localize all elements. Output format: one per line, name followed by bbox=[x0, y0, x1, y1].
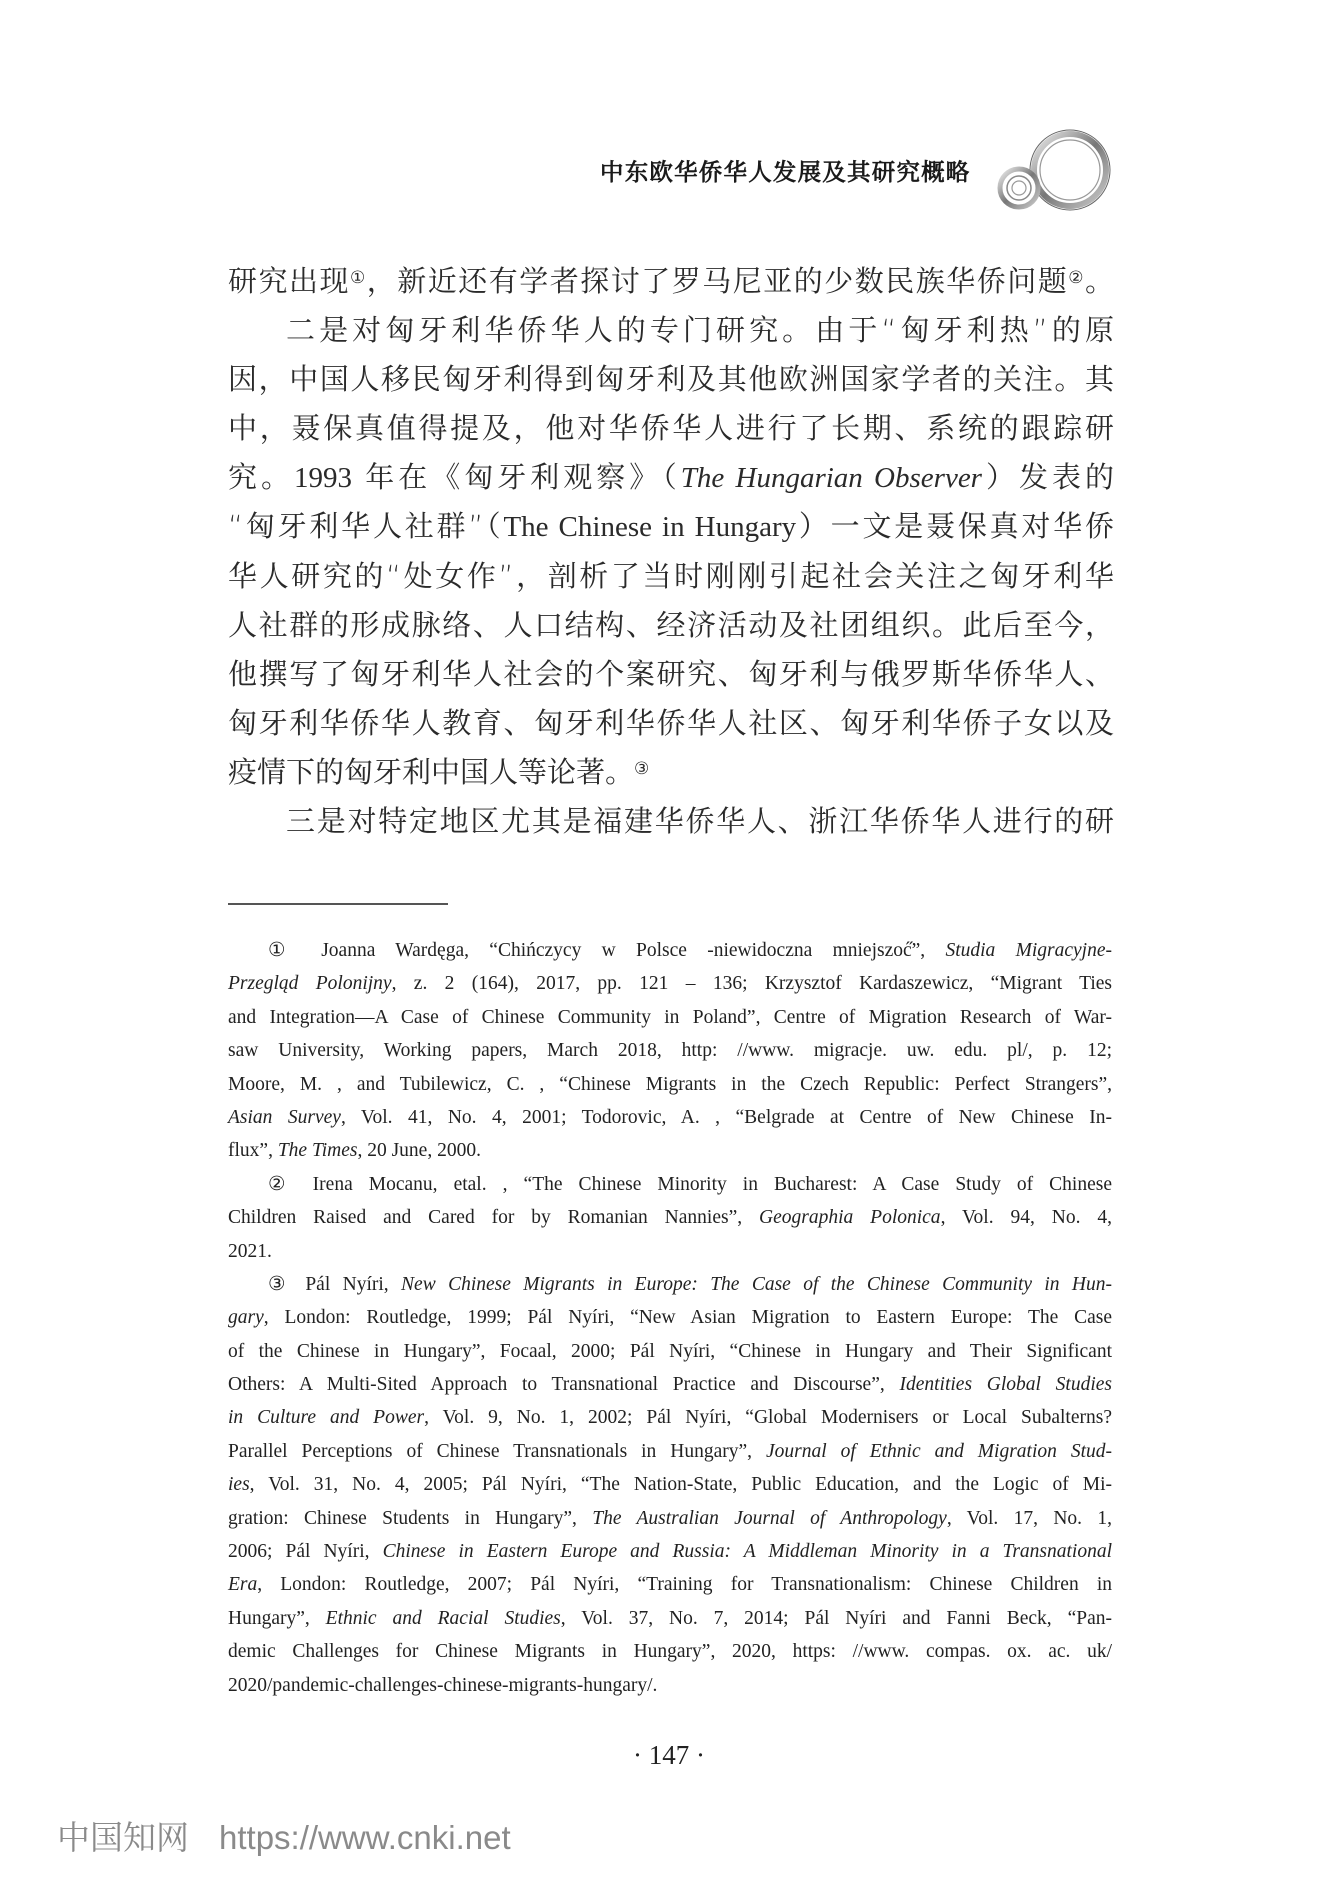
footnote-line bbox=[228, 934, 1112, 967]
footnote-line bbox=[228, 1502, 1112, 1535]
footnote-line bbox=[228, 1068, 1112, 1101]
footnote-line bbox=[228, 1335, 1112, 1368]
text-segment: and Integration—A Case of Chinese Community in Poland”, Centre of Migration Research of War- bbox=[228, 1006, 1112, 1028]
body-line bbox=[228, 748, 1114, 797]
body-text bbox=[228, 257, 1114, 846]
text-segment: Parallel Perceptions of Chinese Transnationals in Hungary”, bbox=[228, 1440, 766, 1462]
italic-title: Geographia Polonica bbox=[759, 1207, 941, 1229]
footnote-line bbox=[228, 1535, 1112, 1568]
watermark-url: https://www.cnki.net bbox=[219, 1819, 511, 1856]
text-segment: , Vol. 41, No. 4, 2001; Todorovic, A. , “Belgrade at Centre of New Chinese In- bbox=[340, 1106, 1112, 1128]
text-segment: ，新近还有学者探讨了罗马尼亚的少数民族华侨问题 bbox=[366, 264, 1069, 298]
text-segment: Hungary”, bbox=[228, 1607, 326, 1629]
footnotes bbox=[228, 934, 1112, 1702]
text-segment: 2020/pandemic-challenges-chinese-migrants-hungary/. bbox=[228, 1674, 658, 1696]
italic-title: The Times bbox=[277, 1140, 358, 1162]
footnote-ref-1[interactable]: ① bbox=[350, 268, 367, 288]
year: 1993 bbox=[294, 462, 353, 495]
italic-title: in Culture and Power bbox=[228, 1407, 425, 1429]
text-segment: 2006; Pál Nyíri, bbox=[228, 1541, 383, 1563]
footnote-line bbox=[228, 1401, 1112, 1434]
text-segment: , z. 2 (164), 2017, pp. 121 – 136; Krzysztof Kardaszewicz, “Migrant Ties bbox=[391, 973, 1112, 995]
text-segment: of the Chinese in Hungary”, Focaal, 2000; Pál Nyíri, “Chinese in Hungary and Their Significant bbox=[228, 1340, 1112, 1362]
body-line: 因，中国人移民匈牙利得到匈牙利及其他欧洲国家学者的关注。其 bbox=[228, 362, 1114, 397]
text-segment: Children Raised and Cared for by Romanian Nannies”, bbox=[228, 1207, 760, 1229]
footnote-separator bbox=[228, 903, 448, 905]
body-line: 他撰写了匈牙利华人社会的个案研究、匈牙利与俄罗斯华侨华人、 bbox=[228, 656, 1114, 691]
italic-title: Studia Migracyjne- bbox=[945, 940, 1112, 961]
body-line: 匈牙利华侨华人教育、匈牙利华侨华人社区、匈牙利华侨子女以及 bbox=[228, 705, 1114, 740]
italic-title: Era bbox=[228, 1574, 258, 1596]
footnote-line bbox=[228, 1568, 1112, 1601]
italic-title: Journal of Ethnic and Migration Stud- bbox=[765, 1440, 1112, 1462]
footnote-line bbox=[228, 1134, 1112, 1167]
text-segment: , Vol. 9, No. 1, 2002; Pál Nyíri, “Global Modernisers or Local Subalterns? bbox=[424, 1407, 1112, 1429]
text-segment: ）一文是聂保真对华侨 bbox=[796, 509, 1114, 544]
text-segment: Moore, M. , and Tubilewicz, C. , “Chinese Migrants in the Czech Republic: Perfect Strangers”, bbox=[228, 1073, 1112, 1095]
text-segment: , London: Routledge, 2007; Pál Nyíri, “Training for Transnationalism: Chinese Children in bbox=[257, 1574, 1112, 1596]
text-segment: 究。 bbox=[228, 460, 295, 495]
body-line bbox=[228, 453, 1114, 502]
text-segment: , Vol. 94, No. 4, bbox=[940, 1207, 1112, 1229]
watermark-site-name: 中国知网 bbox=[57, 1818, 189, 1857]
footnote-ref-2[interactable]: ② bbox=[1068, 268, 1085, 288]
body-line bbox=[228, 502, 1114, 551]
italic-title: Ethnic and Racial Studies bbox=[325, 1607, 561, 1629]
italic-title: ies bbox=[228, 1474, 250, 1496]
text-segment: saw University, Working papers, March 2018, http: //www. migracje. uw. edu. pl/, p. 12; bbox=[228, 1040, 1112, 1062]
footnote-line bbox=[228, 1368, 1112, 1401]
italic-title: gary bbox=[228, 1307, 264, 1329]
italic-title: Asian Survey bbox=[228, 1106, 341, 1128]
footnote-line bbox=[228, 967, 1112, 1000]
italic-title: Przegląd Polonijny bbox=[228, 973, 392, 995]
footnote-line bbox=[228, 1669, 1112, 1702]
text-segment: , Vol. 17, No. 1, bbox=[946, 1507, 1113, 1529]
footnote-line bbox=[228, 1168, 1112, 1201]
footnote-line bbox=[228, 1602, 1112, 1635]
footnote-line bbox=[228, 1101, 1112, 1134]
body-line: 华人研究的“处女作”，剖析了当时刚刚引起社会关注之匈牙利华 bbox=[228, 558, 1114, 593]
body-line: 人社群的形成脉络、人口结构、经济活动及社团组织。此后至今， bbox=[228, 607, 1114, 642]
cnki-watermark bbox=[57, 1815, 511, 1861]
decorative-rings-icon bbox=[995, 125, 1120, 225]
text-segment: 研究出现 bbox=[228, 264, 350, 298]
body-line bbox=[228, 257, 1114, 306]
text-segment: ③ Pál Nyíri, bbox=[268, 1273, 402, 1295]
footnote-ref-3[interactable]: ③ bbox=[634, 758, 650, 779]
text-segment: 年在《匈牙利观察》（ bbox=[352, 460, 681, 495]
text-segment: “匈牙利华人社群”（ bbox=[228, 509, 504, 544]
italic-title: Identities Global Studies bbox=[899, 1374, 1112, 1396]
footnote-line bbox=[228, 1034, 1112, 1067]
italic-title: The Australian Journal of Anthropology bbox=[592, 1507, 947, 1529]
italic-title: Chinese in Eastern Europe and Russia: A Middleman Minority in a Transnational bbox=[382, 1541, 1113, 1563]
text-segment: , London: Routledge, 1999; Pál Nyíri, “New Asian Migration to Eastern Europe: The Case bbox=[263, 1307, 1112, 1329]
text-segment: ）发表的 bbox=[981, 460, 1114, 495]
text-segment: 疫情下的匈牙利中国人等论著。 bbox=[228, 754, 635, 789]
body-line: 三是对特定地区尤其是福建华侨华人、浙江华侨华人进行的研 bbox=[286, 804, 1114, 839]
text-segment: 。 bbox=[1084, 264, 1114, 298]
text-segment: flux”, bbox=[228, 1140, 278, 1162]
footnote-line bbox=[228, 1235, 1112, 1268]
footnote-line bbox=[228, 1435, 1112, 1468]
text-segment: , 20 June, 2000. bbox=[357, 1140, 481, 1162]
running-header-title: 中东欧华侨华人发展及其研究概略 bbox=[600, 158, 971, 186]
italic-title: New Chinese Migrants in Europe: The Case of the Chinese Community in Hun- bbox=[401, 1273, 1112, 1295]
text-segment: demic Challenges for Chinese Migrants in Hungary”, 2020, https: //www. compas. ox. ac. uk/ bbox=[228, 1641, 1112, 1663]
footnote-line bbox=[228, 1001, 1112, 1034]
text-segment: Others: A Multi-Sited Approach to Transnational Practice and Discourse”, bbox=[228, 1374, 900, 1396]
text-segment: ① Joanna Wardęga, “Chińczycy w Polsce -niewidoczna mniejszoc̋”, bbox=[268, 940, 946, 961]
text-segment: gration: Chinese Students in Hungary”, bbox=[228, 1507, 593, 1529]
page-number: · 147 · bbox=[633, 1740, 705, 1770]
article-title: The Chinese in Hungary bbox=[503, 511, 797, 544]
text-segment: , Vol. 31, No. 4, 2005; Pál Nyíri, “The Nation-State, Public Education, and the Logic of Mi- bbox=[249, 1474, 1112, 1496]
body-line: 中，聂保真值得提及，他对华侨华人进行了长期、系统的跟踪研 bbox=[228, 411, 1114, 446]
footnote-line bbox=[228, 1268, 1112, 1301]
text-segment: ② Irena Mocanu, etal. , “The Chinese Minority in Bucharest: A Case Study of Chinese bbox=[268, 1173, 1112, 1195]
journal-title: The Hungarian Observer bbox=[680, 462, 982, 495]
footnote-line bbox=[228, 1468, 1112, 1501]
text-segment: , Vol. 37, No. 7, 2014; Pál Nyíri and Fanni Beck, “Pan- bbox=[560, 1607, 1112, 1629]
body-line: 二是对匈牙利华侨华人的专门研究。由于“匈牙利热”的原 bbox=[286, 313, 1114, 348]
footnote-line bbox=[228, 1635, 1112, 1668]
footnote-line bbox=[228, 1201, 1112, 1234]
text-segment: 2021. bbox=[228, 1240, 272, 1262]
footnote-line bbox=[228, 1301, 1112, 1334]
